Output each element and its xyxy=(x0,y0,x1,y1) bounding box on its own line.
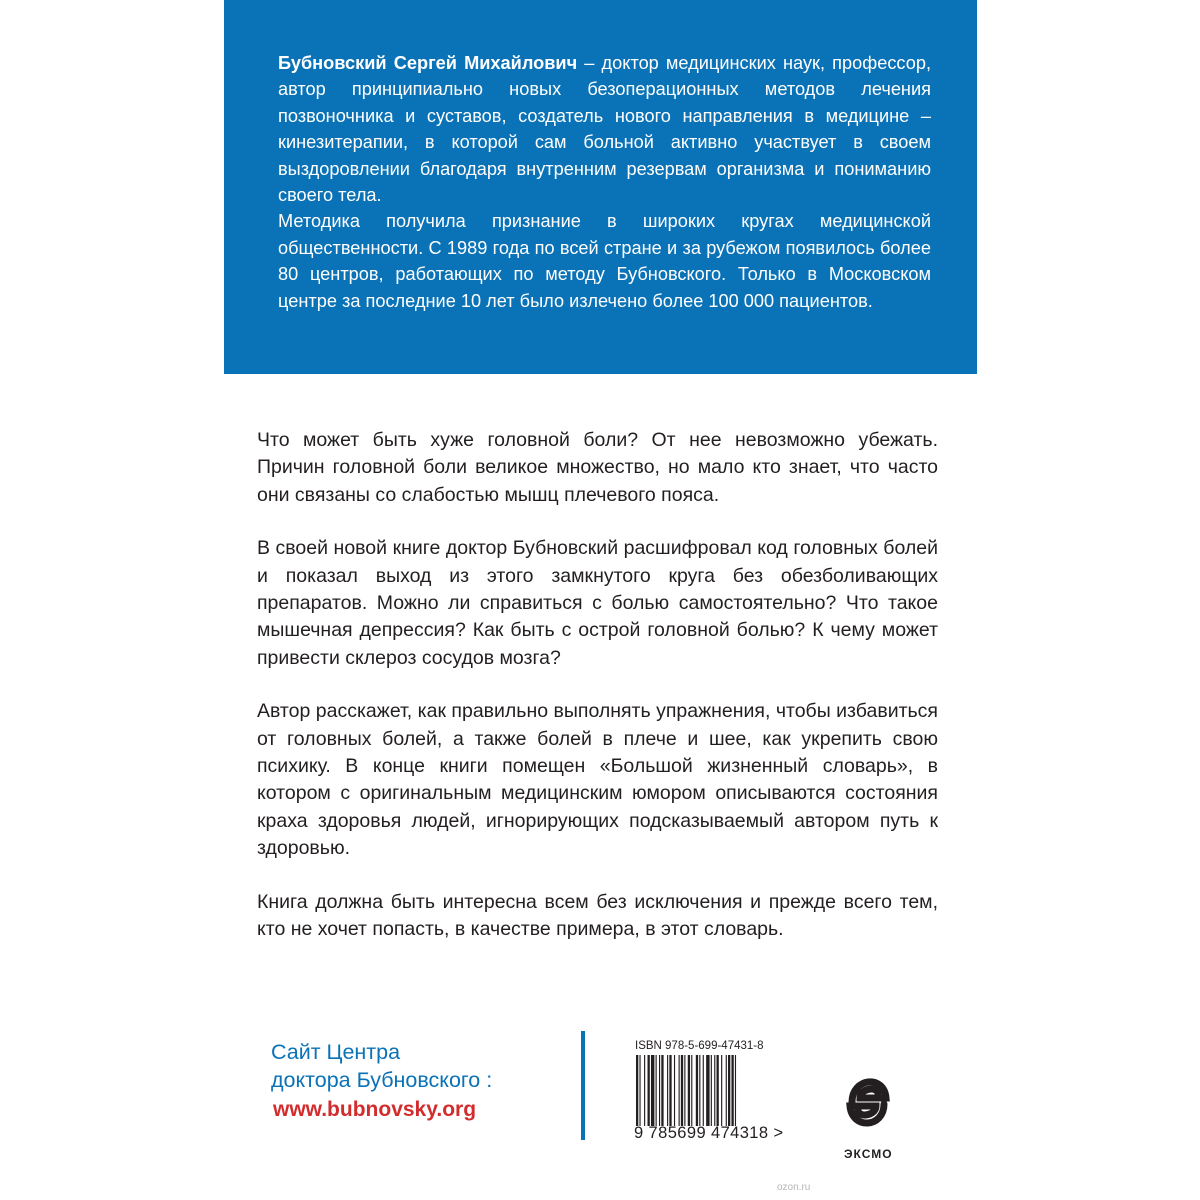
barcode-bar xyxy=(735,1055,736,1126)
book-annotation xyxy=(257,427,938,970)
barcode-bar xyxy=(661,1055,663,1126)
barcode-bar xyxy=(699,1055,700,1126)
method-description: Методика получила признание в широких кругах медицинской общественности. С 1989 года по всей стране и за рубежом появилось более 80 центров, работающих по методу Бубновского. Только в Московском центре за последние 10 лет было излечено более 100 000 пациентов. xyxy=(278,211,931,311)
annotation-paragraph: Автор расскажет, как правильно выполнять упражнения, чтобы избавиться от головных болей, а также болей в плече и шее, как укрепить свою психику. В конце книги помещен «Большой жизненный словарь», в котором с оригинальным медицинским юмором описываются состояния краха здоровья людей, игнорирующих подсказываемый автором путь к здоровью. xyxy=(257,700,938,860)
barcode-bar xyxy=(717,1055,719,1126)
author-bio-text: – доктор медицинских наук, профессор, автор принципиально новых безоперационных методов лечения позвоночника и суставов, создатель нового направления в медицине – кинезитерапии, в которой сам больной активно участвует в своем выздоровлении благодаря внутренним резервам организма и пониманию своего тела. xyxy=(278,53,931,206)
author-info-panel xyxy=(224,0,977,374)
barcode-bar xyxy=(711,1055,712,1126)
vertical-divider xyxy=(581,1031,585,1140)
barcode xyxy=(636,1055,776,1126)
publisher-name: ЭКСМО xyxy=(844,1147,893,1161)
watermark: ozon.ru xyxy=(777,1182,811,1193)
barcode-bar xyxy=(714,1055,715,1126)
barcode-bar xyxy=(703,1055,704,1126)
book-back-cover xyxy=(224,0,977,1200)
website-caption-line2: доктора Бубновского : xyxy=(271,1068,493,1092)
barcode-bar xyxy=(681,1055,683,1126)
eksmo-logo-icon xyxy=(844,1068,892,1136)
annotation-paragraph: Книга должна быть интересна всем без исключения и прежде всего тем, кто не хочет попасть, в качестве примера, в этот словарь. xyxy=(257,890,938,941)
barcode-bar xyxy=(644,1055,645,1126)
barcode-bar xyxy=(674,1055,675,1126)
barcode-bar xyxy=(691,1055,692,1126)
barcode-bar xyxy=(659,1055,660,1126)
author-bio xyxy=(278,50,931,208)
barcode-bar xyxy=(726,1055,727,1126)
barcode-bar xyxy=(651,1055,654,1126)
website-caption-line1: Сайт Центра xyxy=(271,1040,401,1064)
barcode-bar xyxy=(656,1055,657,1126)
barcode-bar xyxy=(696,1055,698,1126)
author-name: Бубновский Сергей Михайлович xyxy=(278,53,578,73)
annotation-paragraph: Что может быть хуже головной боли? От нее невозможно убежать. Причин головной боли великое множество, но мало кто знает, что часто они связаны со слабостью мышц плечевого пояса. xyxy=(257,429,938,506)
barcode-bar xyxy=(667,1055,668,1126)
barcode-bar xyxy=(706,1055,709,1126)
barcode-bar xyxy=(721,1055,722,1126)
isbn-label: ISBN 978-5-699-47431-8 xyxy=(635,1040,764,1052)
barcode-digits: 9 785699 474318 > xyxy=(634,1124,784,1142)
barcode-bar xyxy=(669,1055,671,1126)
barcode-bar xyxy=(688,1055,690,1126)
barcode-bar xyxy=(636,1055,638,1126)
website-link[interactable]: www.bubnovsky.org xyxy=(273,1098,477,1121)
barcode-bar xyxy=(639,1055,640,1126)
barcode-bar xyxy=(679,1055,680,1126)
barcode-bar xyxy=(728,1055,730,1126)
barcode-bar xyxy=(684,1055,685,1126)
annotation-paragraph: В своей новой книге доктор Бубновский расшифровал код головных болей и показал выход из этого замкнутого круга без обезболивающих препаратов. Можно ли справиться с болью самостоятельно? Что такое мышечная депрессия? Как быть с острой головной болью? К чему может привести склероз сосудов мозга? xyxy=(257,537,938,669)
barcode-bar xyxy=(648,1055,650,1126)
barcode-bar xyxy=(731,1055,733,1126)
